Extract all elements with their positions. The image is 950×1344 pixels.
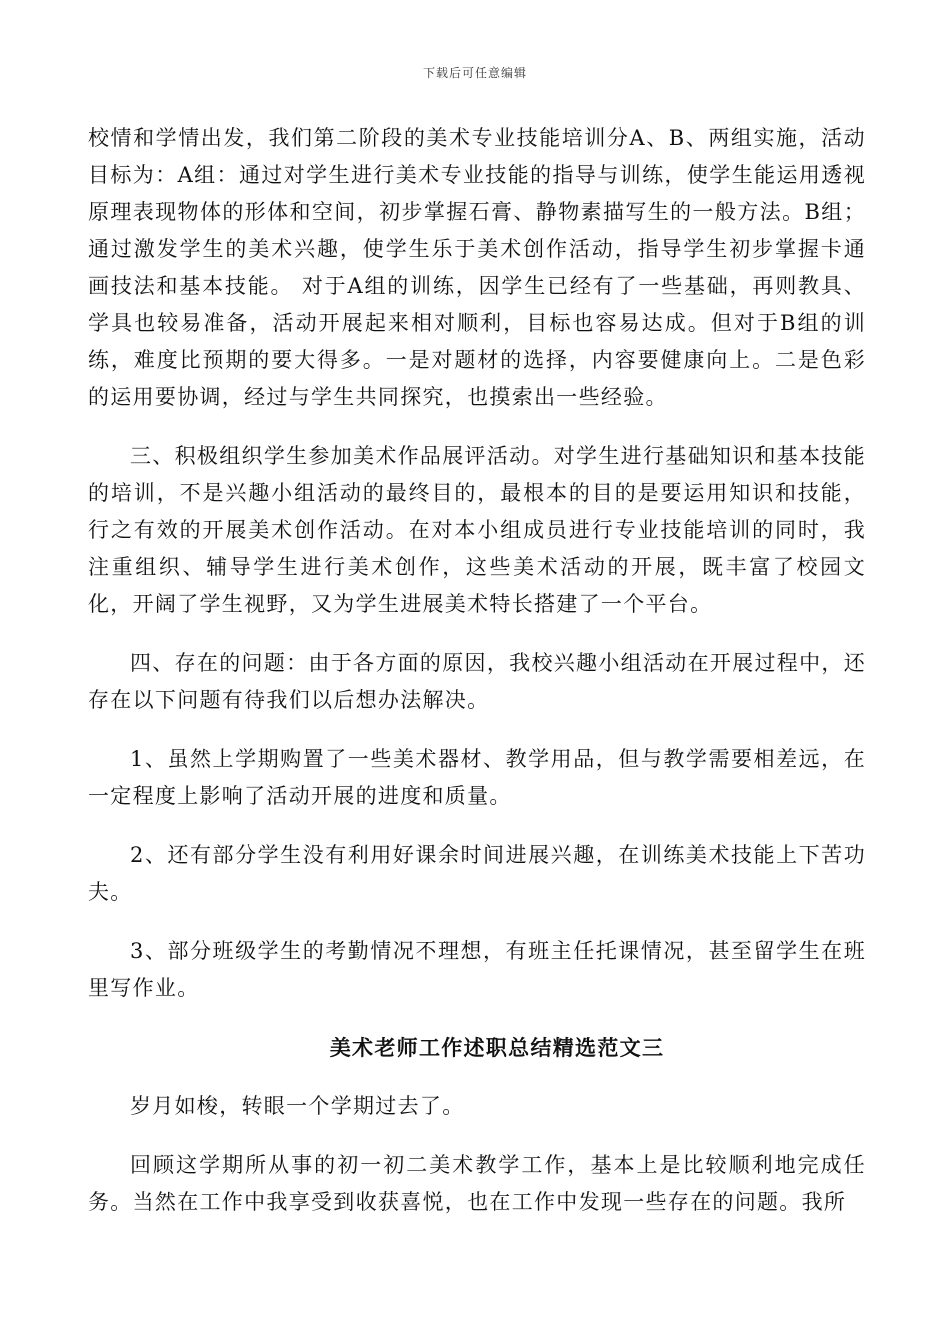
paragraph-issue-3: 3、部分班级学生的考勤情况不理想，有班主任托课情况，甚至留学生在班里写作业。 <box>88 939 866 1000</box>
document-body <box>88 120 866 1243</box>
paragraph-section-four: 四、存在的问题：由于各方面的原因，我校兴趣小组活动在开展过程中，还存在以下问题有待我们以后想办法解决。 <box>88 651 866 712</box>
paragraph-issue-2: 2、还有部分学生没有利用好课余时间进展兴趣，在训练美术技能上下苦功夫。 <box>88 843 866 904</box>
paragraph-review: 回顾这学期所从事的初一初二美术教学工作，基本上是比较顺利地完成任务。当然在工作中我享受到收获喜悦，也在工作中发现一些存在的问题。我所 <box>88 1153 866 1214</box>
section-title: 美术老师工作述职总结精选范文三 <box>329 1035 665 1060</box>
paragraph-intro: 岁月如梭，转眼一个学期过去了。 <box>130 1094 465 1118</box>
page-header: 下载后可任意编辑 <box>422 66 527 80</box>
paragraph-continuation: 校情和学情出发，我们第二阶段的美术专业技能培训分A、B、两组实施，活动目标为：A组：通过对学生进行美术专业技能的指导与训练，使学生能运用透视原理表现物体的形体和空间，初步掌握石膏、静物素描写生的一般方法。B组；通过激发学生的美术兴趣，使学生乐于美术创作活动，指导学生初步掌握卡通画技法和基本技能。 对于A组的训练，因学生已经有了一些基础，再则教具、学具也较易准备，活动开展起来相对顺利，目标也容易达成。但对于B组的训练，难度比预期的要大得多。一是对题材的选择，内容要健康向上。二是色彩的运用要协调，经过与学生共同探究，也摸索出一些经验。 <box>88 126 866 409</box>
paragraph-section-three: 三、积极组织学生参加美术作品展评活动。对学生进行基础知识和基本技能的培训，不是兴趣小组活动的最终目的，最根本的目的是要运用知识和技能，行之有效的开展美术创作活动。在对本小组成员进行专业技能培训的同时，我注重组织、辅导学生进行美术创作，这些美术活动的开展，既丰富了校园文化，开阔了学生视野，又为学生进展美术特长搭建了一个平台。 <box>88 444 866 616</box>
paragraph-issue-1: 1、虽然上学期购置了一些美术器材、教学用品，但与教学需要相差远，在一定程度上影响了活动开展的进度和质量。 <box>88 747 866 808</box>
